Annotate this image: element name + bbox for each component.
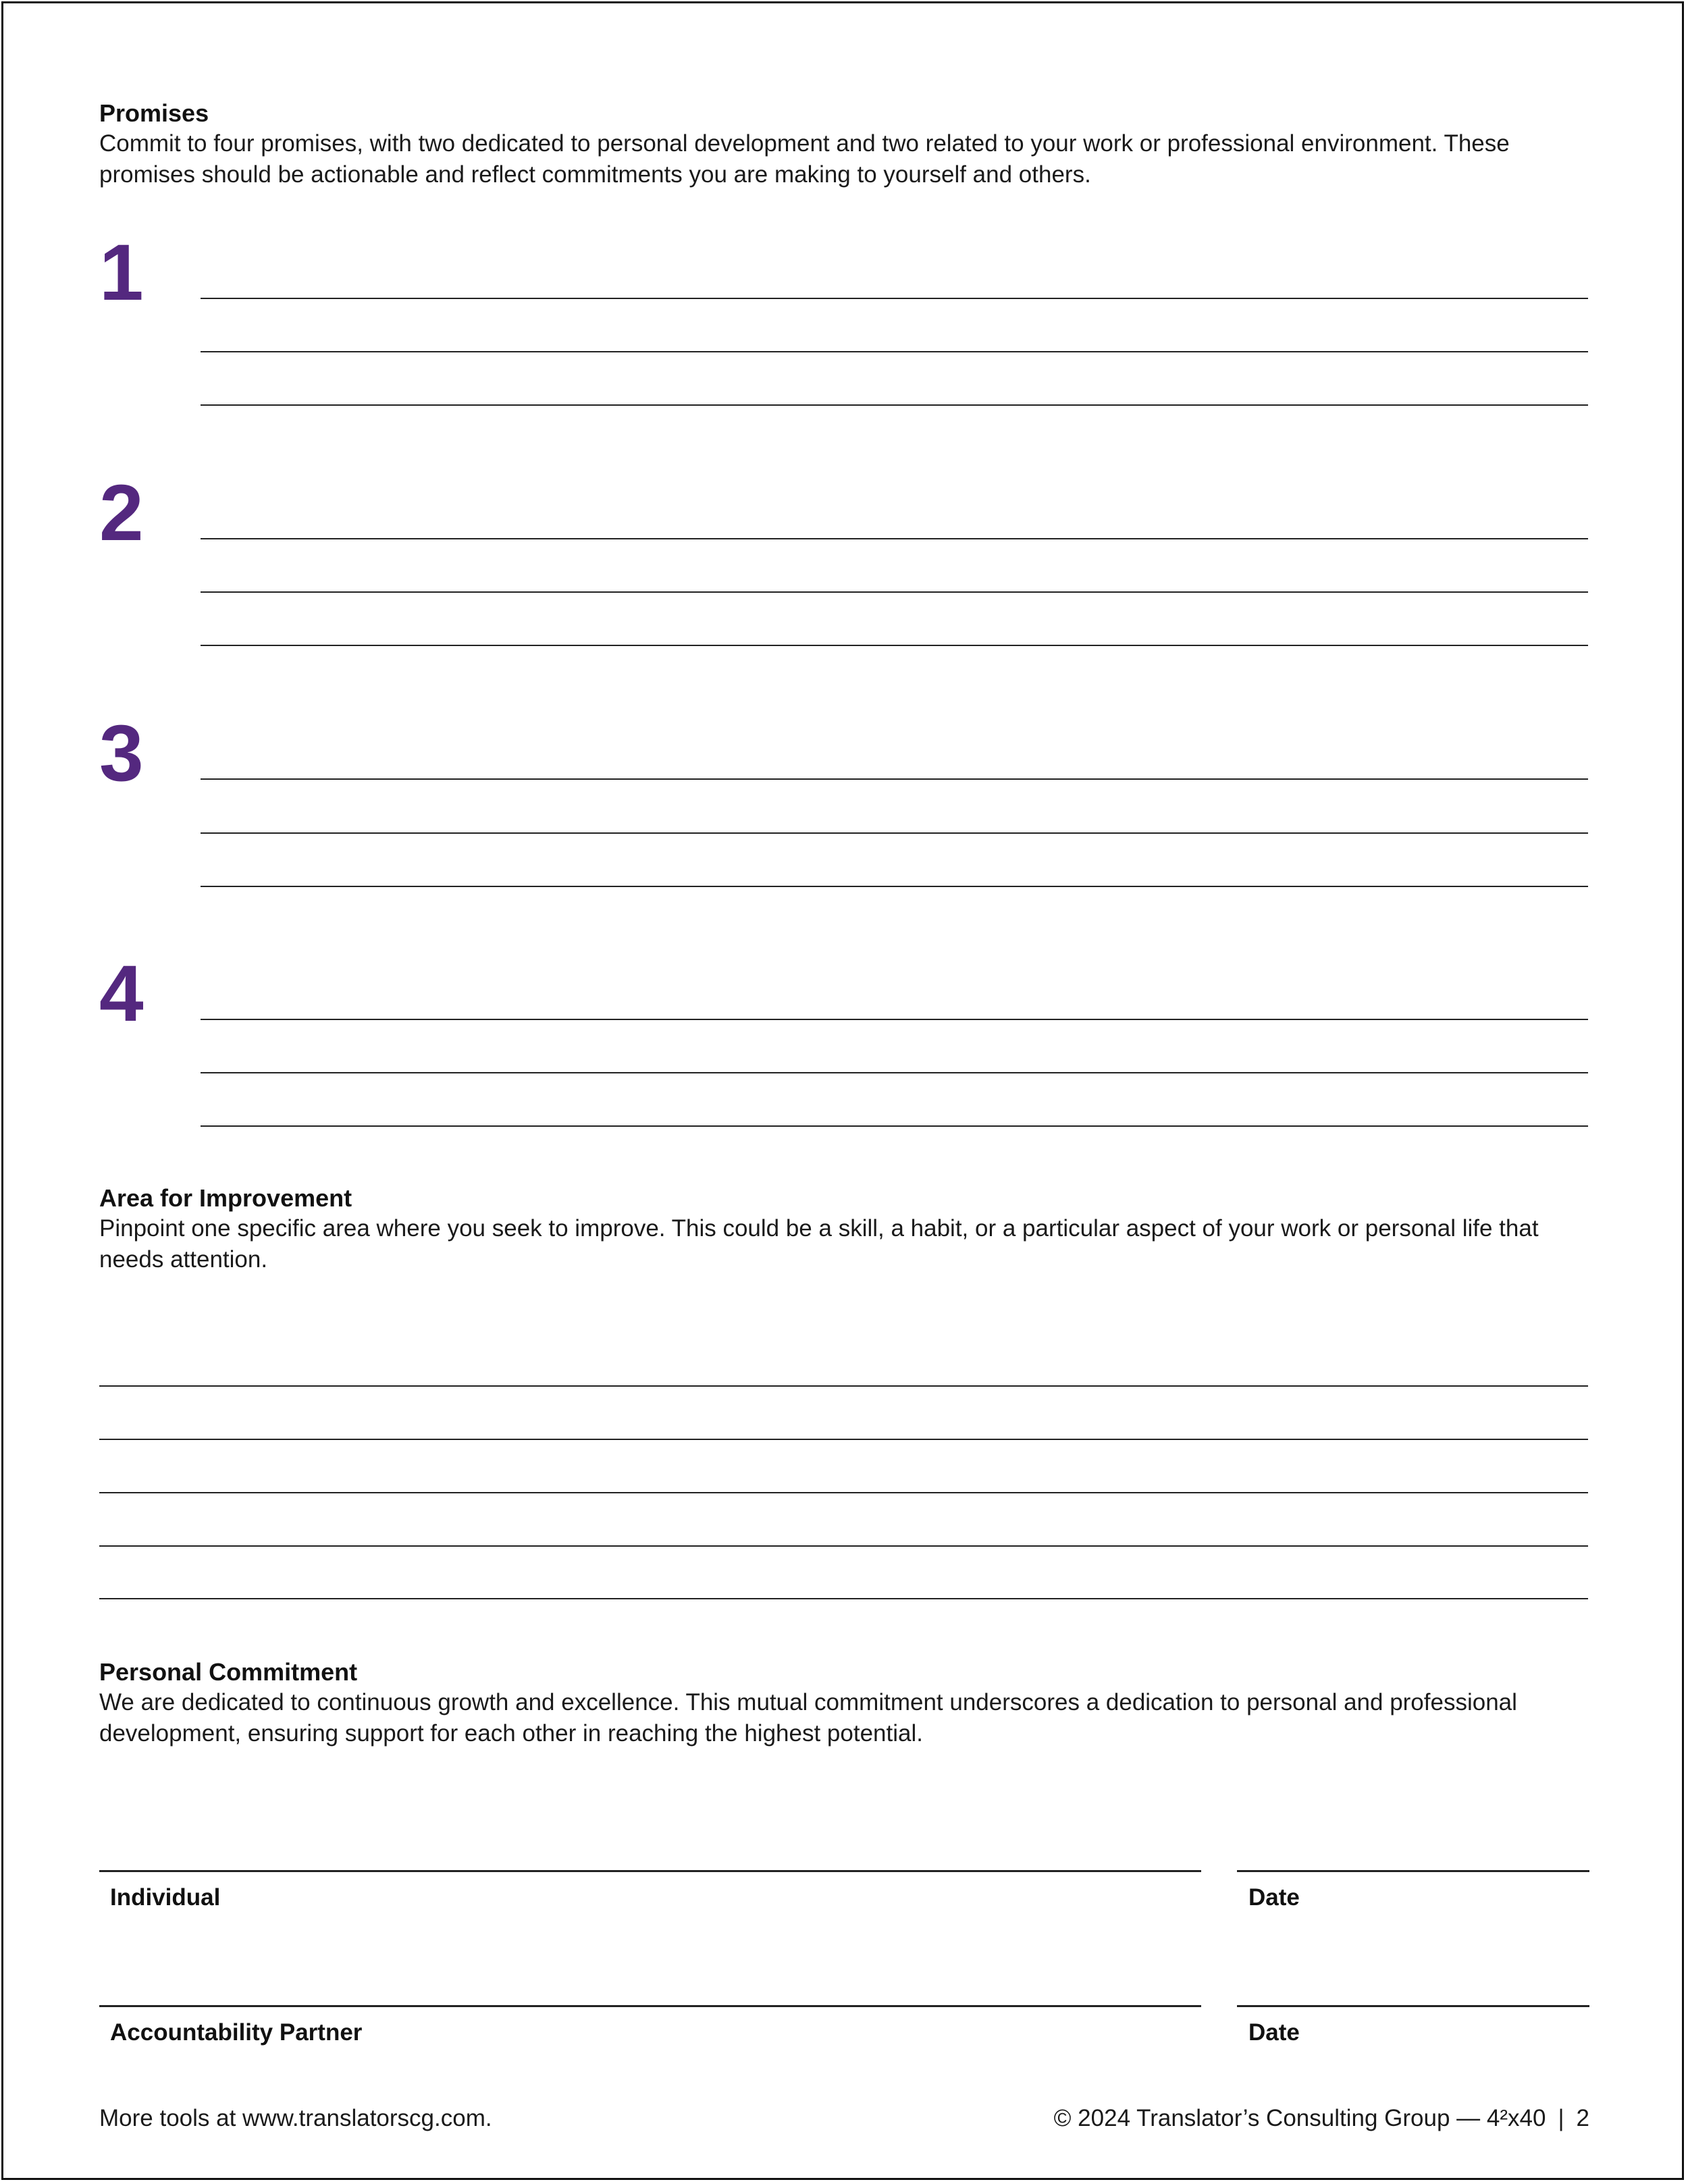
promise-number-2: 2	[99, 469, 144, 558]
partner-signature-line[interactable]	[99, 2005, 1201, 2007]
individual-date-label: Date	[1248, 1884, 1300, 1911]
footer-separator: |	[1558, 2105, 1564, 2131]
partner-label: Accountability Partner	[110, 2019, 363, 2046]
commitment-description: We are dedicated to continuous growth and excellence. This mutual commitment underscores a dedication to personal and professional development, ensuring support for each other in reaching the highest potential.	[99, 1689, 1517, 1747]
individual-date-line[interactable]	[1237, 1870, 1589, 1872]
individual-signature-line[interactable]	[99, 1870, 1201, 1872]
individual-label: Individual	[110, 1884, 221, 1911]
promises-description: Commit to four promises, with two dedicated to personal development and two related to your work or professional environment. These promises should be actionable and reflect commitments you are making to yourself and others.	[99, 130, 1510, 188]
page-border	[1, 1, 1684, 2180]
improvement-line-3[interactable]	[99, 1492, 1588, 1493]
footer-copyright: © 2024 Translator’s Consulting Group — 4²x40	[1053, 2105, 1546, 2131]
footer-left: More tools at www.translatorscg.com.	[99, 2105, 492, 2131]
partner-date-label: Date	[1248, 2019, 1300, 2046]
improvement-line-2[interactable]	[99, 1439, 1588, 1440]
promise-number-3: 3	[99, 709, 144, 798]
promise-2-line-3[interactable]	[201, 645, 1588, 646]
promise-number-1: 1	[99, 228, 144, 317]
promise-3-line-1[interactable]	[201, 778, 1588, 780]
promise-4-line-3[interactable]	[201, 1125, 1588, 1127]
improvement-line-5[interactable]	[99, 1598, 1588, 1599]
promise-number-4: 4	[99, 949, 144, 1038]
improvement-description: Pinpoint one specific area where you seek to improve. This could be a skill, a habit, or a particular aspect of your work or personal life that needs attention.	[99, 1215, 1539, 1273]
commitment-title: Personal Commitment	[99, 1658, 358, 1686]
promise-3-line-3[interactable]	[201, 886, 1588, 887]
improvement-line-1[interactable]	[99, 1385, 1588, 1387]
promise-3-line-2[interactable]	[201, 832, 1588, 834]
promise-4-line-2[interactable]	[201, 1072, 1588, 1073]
promise-1-line-3[interactable]	[201, 404, 1588, 406]
promise-2-line-2[interactable]	[201, 591, 1588, 593]
footer-right	[1054, 2104, 1589, 2133]
promise-1-line-2[interactable]	[201, 351, 1588, 352]
partner-date-line[interactable]	[1237, 2005, 1589, 2007]
promise-2-line-1[interactable]	[201, 538, 1588, 539]
promise-1-line-1[interactable]	[201, 298, 1588, 299]
promises-title: Promises	[99, 99, 209, 127]
improvement-line-4[interactable]	[99, 1545, 1588, 1547]
promise-4-line-1[interactable]	[201, 1019, 1588, 1020]
page-number: 2	[1576, 2105, 1589, 2131]
improvement-title: Area for Improvement	[99, 1184, 352, 1212]
